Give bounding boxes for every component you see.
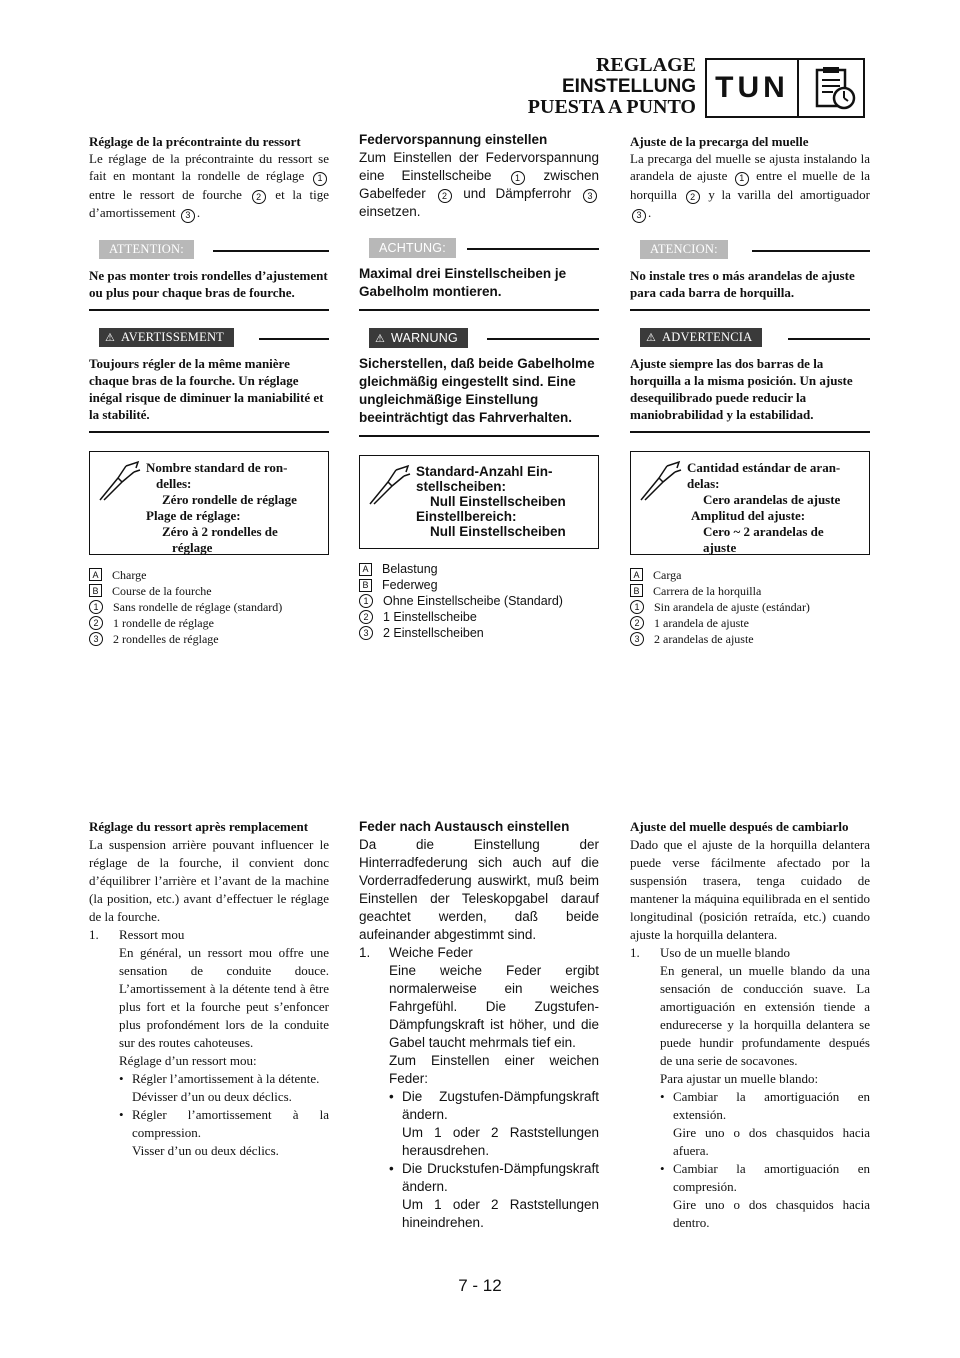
section-badge [705,58,865,118]
bottom-column-es [630,818,870,1232]
list-item-de: 1. Weiche Feder [359,945,473,960]
bottom-intro-de: Da die Einstellung der Hinterradfederung sich auch auf die Vorderradfederung auswirkt, muß beim Einstellen der Teleskopgabel darauf geachtet werden, daß beide aufeinander abgestimmt sind. [359,837,599,942]
warning-icon: ⚠ [646,331,657,344]
heading-es: Ajuste de la precarga del muelle [630,134,809,149]
item-body-es: En general, un muelle blando da una sensación de conducción suave. La amortiguación en extensión tiende a endurecerse y la horquilla delantera se puede hundir profundamente después de una serie de socavones. [660,963,870,1068]
warning-label-de: ⚠ WARNUNG [369,328,468,348]
page-number: 7 - 12 [458,1276,502,1295]
bullet-2-fr: • Régler l’amortissement à la compression. Visser d’un ou deux déclics. [119,1107,329,1158]
attention-text-es: No instale tres o más arandelas de ajuste para cada barra de horquilla. [630,267,870,311]
spec-text-de: Standard-Anzahl Ein- stellscheiben: Null Einstellscheiben Einstellbereich: Null Einstellscheiben [416,464,566,539]
item-body-de: Eine weiche Feder ergibt normalerweise ein weiches Fahrgefühl. Die Zugstufen-Dämpfungskraft ist höher, und die Gabel taucht mehrmals tief ein. [389,963,599,1050]
attention-text-de: Maximal drei Einstellscheiben je Gabelholm montieren. [359,265,599,311]
heading-fr: Réglage de la précontrainte du ressort [89,134,301,149]
sub-title-es: Para ajustar un muelle blando: [660,1071,819,1086]
bottom-intro-fr: La suspension arrière pouvant influencer le réglage de la fourche, il convient donc d’équilibrer l’arrière et l’avant de la machine (la position, etc.) avant d’effectuer le réglage de la fourche. [89,837,329,924]
spec-wrench-icon [366,464,414,508]
bottom-heading-fr: Réglage du ressort après remplacement [89,819,309,834]
spec-wrench-icon [637,460,685,504]
heading-de: Federvorspannung einstellen [359,132,548,147]
legend-de: A Belastung B Federweg 1 Ohne Einstellscheibe (Standard) 2 1 Einstellscheibe 3 2 Einstellscheiben [359,561,599,641]
checklist-stopwatch-icon [811,66,857,112]
bottom-heading-de: Feder nach Austausch einstellen [359,819,570,834]
intro-es: La precarga del muelle se ajusta instalando la arandela de ajuste 1 entre el muelle de la horquilla 2 y la varilla del amortiguador 3 . [630,150,870,223]
warning-text-de: Sicherstellen, daß beide Gabelholme gleichmäßig eingestellt sind. Eine ungleichmäßige Einstellung beeinträchtigt das Fahrverhalten. [359,355,599,437]
header-title-de: EINSTELLUNG [561,76,696,97]
section-code: TUN [707,60,799,116]
attention-notice-es [630,237,870,263]
spec-box-es [630,451,870,555]
sub-title-fr: Réglage d’un ressort mou: [119,1053,257,1068]
bullet-1-es: • Cambiar la amortiguación en extensión. Gire uno o dos chasquidos hacia afuera. [660,1089,870,1158]
warning-notice-fr [89,325,329,351]
list-item-fr: 1. Ressort mou [89,927,185,942]
bullet-1-de: • Die Zugstufen-Dämpfungskraft ändern. Um 1 oder 2 Raststellungen herausdrehen. [389,1089,599,1158]
bottom-column-fr [89,818,329,1160]
attention-label-es: ATENCION: [640,240,728,259]
warning-label-es: ⚠ ADVERTENCIA [640,328,762,347]
attention-notice-fr [89,237,329,263]
attention-label-fr: ATTENTION: [99,240,194,259]
spec-text-fr: Nombre standard de ron- delles: Zéro rondelle de réglage Plage de réglage: Zéro à 2 rondelles de réglage [146,459,297,555]
top-column-es [630,133,870,647]
intro-de: Zum Einstellen der Federvorspannung eine Einstellscheibe 1 zwischen Gabelfeder 2 und Dämpferrohr 3 einsetzen. [359,150,599,219]
list-item-es: 1. Uso de un muelle blando [630,945,790,960]
warning-notice-de [359,325,599,351]
intro-fr: Le réglage de la précontrainte du ressort se fait en montant la rondelle de réglage 1 entre le ressort de fourche 2 et la tige d’amortissement 3 . [89,150,329,223]
warning-label-fr: ⚠ AVERTISSEMENT [99,328,234,347]
header-title-fr: REGLAGE [595,54,696,76]
item-body-fr: En général, un ressort mou offre une sensation de conduite douce. L’amortissement à la détente tend à être plus fort et la fourche peut s’enfoncer plus profondément lors de la conduite sur des routes cahoteuses. [119,945,329,1050]
warning-notice-es [630,325,870,351]
top-column-de [359,131,599,641]
top-column-fr [89,133,329,647]
bullet-2-es: • Cambiar la amortiguación en compresión. Gire uno o dos chasquidos hacia dentro. [660,1161,870,1230]
bottom-column-de [359,818,599,1232]
bullet-2-de: • Die Druckstufen-Dämpfungskraft ändern. Um 1 oder 2 Raststellungen hineindrehen. [389,1161,599,1230]
header-titles [528,55,696,118]
warning-icon: ⚠ [105,331,116,344]
sub-title-de: Zum Einstellen einer weichen Feder: [389,1053,599,1086]
spec-wrench-icon [96,460,144,504]
attention-notice-de [359,235,599,261]
bullet-1-fr: • Régler l’amortissement à la détente. Dévisser d’un ou deux déclics. [119,1071,320,1104]
header-title-es: PUESTA A PUNTO [527,96,696,118]
legend-fr: A Charge B Course de la fourche 1 Sans rondelle de réglage (standard) 2 1 rondelle de réglage 3 2 rondelles de réglage [89,567,329,647]
legend-es: A Carga B Carrera de la horquilla 1 Sin arandela de ajuste (estándar) 2 1 arandela de ajuste 3 2 arandelas de ajuste [630,567,870,647]
spec-box-de [359,455,599,549]
spec-text-es: Cantidad estándar de aran- delas: Cero arandelas de ajuste Amplitud del ajuste: Cero ~ 2 arandelas de ajuste [687,459,841,555]
warning-text-es: Ajuste siempre las dos barras de la horquilla a la misma posición. Un ajuste desequilibrado puede reducir la maniobrabilidad y la estabilidad. [630,355,870,433]
attention-text-fr: Ne pas monter trois rondelles d’ajustement ou plus pour chaque bras de fourche. [89,267,329,311]
bottom-intro-es: Dado que el ajuste de la horquilla delantera puede verse fácilmente afectado por la suspensión trasera, tenga cuidado de mantener la máquina equilibrada en el sentido longitudinal (posición retraída, etc.) cuando ajuste la horquilla delantera. [630,837,870,942]
bottom-heading-es: Ajuste del muelle después de cambiarlo [630,819,849,834]
attention-label-de: ACHTUNG: [369,238,456,258]
warning-icon: ⚠ [375,333,386,345]
spec-box-fr [89,451,329,555]
warning-text-fr: Toujours régler de la même manière chaque bras de la fourche. Un réglage inégal risque de diminuer la maniabilité et la stabilité. [89,355,329,433]
